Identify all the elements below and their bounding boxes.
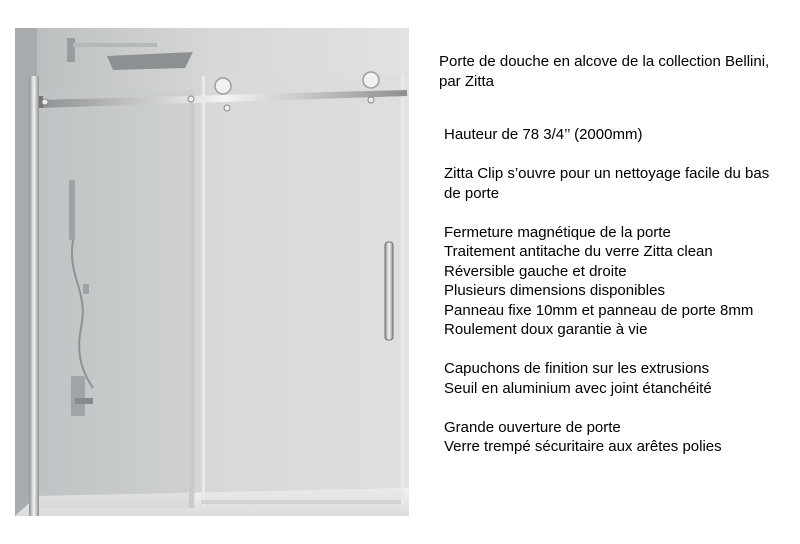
door-stopper-right — [368, 97, 374, 103]
feature-item: Panneau fixe 10mm et panneau de porte 8mm — [444, 301, 754, 319]
door-roller-left — [215, 78, 231, 94]
feature-item: Réversible gauche et droite — [444, 262, 627, 280]
feature-item: Seuil en aluminium avec joint étanchéité — [444, 379, 712, 397]
feature-item: Capuchons de finition sur les extrusions — [444, 360, 710, 377]
feature-item: Roulement doux garantie à vie — [444, 321, 648, 338]
door-roller-right — [363, 72, 379, 88]
feature-item: Hauteur de 78 3/4’’ (2000mm) — [444, 126, 643, 143]
panel-bracket-right — [188, 96, 194, 102]
door-edge-right — [401, 74, 404, 506]
shower-arm — [73, 43, 157, 47]
mixer-valve-lever — [75, 398, 93, 404]
feature-item: Fermeture magnétique de la porte — [444, 223, 671, 241]
mixer-valve-plate — [71, 376, 85, 416]
feature-list — [444, 125, 789, 476]
sliding-glass-door — [201, 74, 401, 506]
feature-group-height — [444, 125, 789, 145]
shower-arm-mount — [67, 38, 75, 62]
hose-outlet — [83, 284, 89, 294]
feature-group-clip — [444, 164, 789, 203]
fixed-glass-panel — [37, 90, 195, 508]
product-title: Porte de douche en alcove de la collection Bellini, par Zitta — [439, 53, 770, 90]
feature-item: Plusieurs dimensions disponibles — [444, 282, 665, 299]
feature-group-opening — [444, 418, 789, 457]
shower-door-image — [15, 28, 409, 516]
feature-group-finishing — [444, 359, 789, 398]
wall-profile — [29, 76, 39, 516]
feature-item: Verre trempé sécuritaire aux arêtes polies — [444, 438, 722, 455]
feature-item: Zitta Clip s’ouvre pour un nettoyage facile du bas de porte — [444, 165, 770, 202]
door-handle — [385, 242, 393, 340]
fixed-panel-edge — [189, 98, 194, 508]
feature-group-main — [444, 223, 789, 340]
feature-item: Traitement antitache du verre Zitta clean — [444, 243, 713, 260]
hand-shower — [69, 180, 75, 240]
door-edge-left — [202, 76, 205, 506]
feature-item: Grande ouverture de porte — [444, 418, 621, 436]
bottom-threshold — [201, 500, 401, 504]
door-stopper-left — [224, 105, 230, 111]
panel-bracket-left — [42, 99, 48, 105]
